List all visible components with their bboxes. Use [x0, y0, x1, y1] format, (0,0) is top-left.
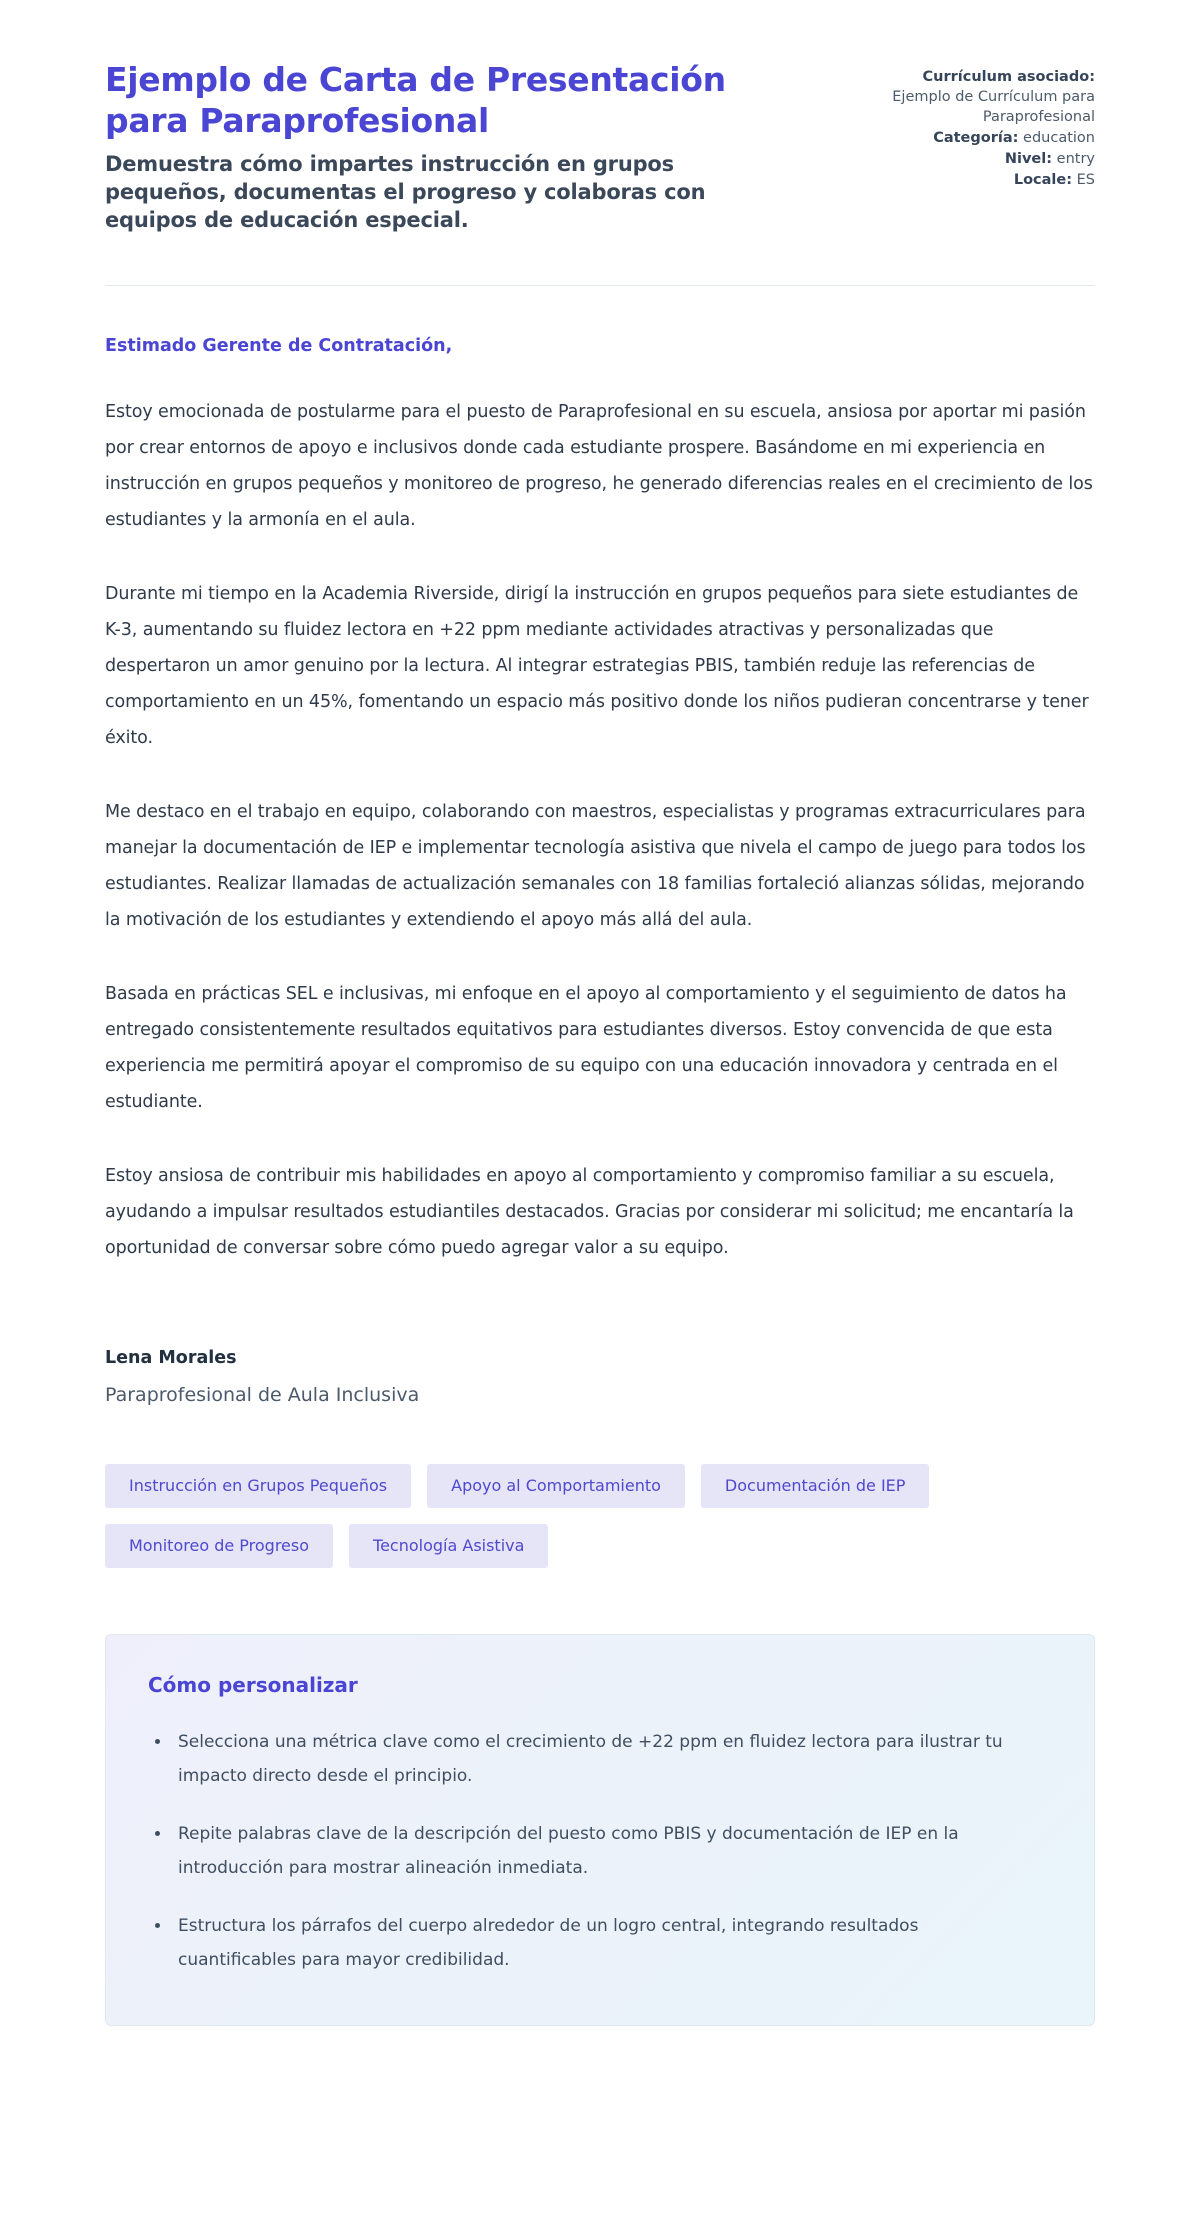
page-title: Ejemplo de Carta de Presentación para Paraprofesional: [105, 60, 726, 140]
customization-tips-box: [105, 1634, 1095, 2026]
header-divider: [105, 285, 1095, 286]
meta-level-value: entry: [1056, 151, 1095, 167]
letter-paragraph: Estoy emocionada de postularme para el puesto de Paraprofesional en su escuela, ansiosa por aportar mi pasión por crear entornos de apoyo e inclusivos donde cada estudiante prospere. Basándome en mi experiencia en instrucción en grupos pequeños y monitoreo de progreso, he generado diferencias reales en el crecimiento de los estudiantes y la armonía en el aula.: [105, 401, 1093, 530]
skill-tag: Instrucción en Grupos Pequeños: [105, 1464, 411, 1508]
meta-category-label: Categoría:: [933, 130, 1019, 146]
skill-tag: Documentación de IEP: [701, 1464, 930, 1508]
skill-tags: [105, 1464, 1095, 1568]
meta-locale-value: ES: [1076, 172, 1095, 188]
meta-locale: [880, 170, 1095, 190]
meta-category-value: education: [1023, 130, 1095, 146]
skill-tag: Apoyo al Comportamiento: [427, 1464, 685, 1508]
cover-letter-body: [105, 336, 1095, 1406]
letter-paragraph: Basada en prácticas SEL e inclusivas, mi enfoque en el apoyo al comportamiento y el seguimiento de datos ha entregado consistentemente resultados equitativos para estudiantes diversos. Estoy convencida de que esta experiencia me permitirá apoyar el compromiso de su equipo con una educación innovadora y centrada en el estudiante.: [105, 983, 1067, 1112]
letter-paragraph: Me destaco en el trabajo en equipo, colaborando con maestros, especialistas y programas extracurriculares para manejar la documentación de IEP e implementar tecnología asistiva que nivela el campo de juego para todos los estudiantes. Realizar llamadas de actualización semanales con 18 familias fortaleció alianzas sólidas, mejorando la motivación de los estudiantes y extendiendo el apoyo más allá del aula.: [105, 801, 1086, 930]
page-subtitle: Demuestra cómo impartes instrucción en grupos pequeños, documentas el progreso y colaboras con equipos de educación especial.: [105, 152, 706, 232]
meta-level: [880, 149, 1095, 169]
curriculum-meta: [880, 60, 1095, 190]
page-container: [105, 0, 1095, 2096]
skill-tag: Monitoreo de Progreso: [105, 1524, 333, 1568]
meta-locale-label: Locale:: [1013, 172, 1073, 188]
letter-paragraph: Estoy ansiosa de contribuir mis habilidades en apoyo al comportamiento y compromiso familiar a su escuela, ayudando a impulsar resultados estudiantiles destacados. Gracias por considerar mi solicitud; me encantaría la oportunidad de conversar sobre cómo puedo agregar valor a su equipo.: [105, 1165, 1074, 1258]
tips-title: Cómo personalizar: [148, 1672, 358, 1697]
meta-category: [880, 128, 1095, 148]
tips-list: [148, 1725, 1052, 1977]
meta-level-label: Nivel:: [1004, 151, 1053, 167]
meta-curriculum-label: Currículum asociado:: [922, 69, 1095, 85]
skill-tag: Tecnología Asistiva: [349, 1524, 548, 1568]
tip-item: • Repite palabras clave de la descripción del puesto como PBIS y documentación de IEP en la introducción para mostrar alineación inmediata.: [172, 1817, 1032, 1885]
tip-item: • Estructura los párrafos del cuerpo alrededor de un logro central, integrando resultados cuantificables para mayor credibilidad.: [172, 1909, 1032, 1977]
letter-paragraph: Durante mi tiempo en la Academia Riverside, dirigí la instrucción en grupos pequeños para siete estudiantes de K-3, aumentando su fluidez lectora en +22 ppm mediante actividades atractivas y personalizadas que despertaron un amor genuino por la lectura. Al integrar estrategias PBIS, también reduje las referencias de comportamiento en un 45%, fomentando un espacio más positivo donde los niños pudieran concentrarse y tener éxito.: [105, 583, 1089, 748]
tip-item: • Selecciona una métrica clave como el crecimiento de +22 ppm en fluidez lectora para ilustrar tu impacto directo desde el principio.: [172, 1725, 1032, 1793]
signature-title: Paraprofesional de Aula Inclusiva: [105, 1383, 420, 1406]
letter-salutation: Estimado Gerente de Contratación,: [105, 335, 453, 356]
page-header: [105, 60, 1095, 235]
meta-curriculum: [880, 67, 1095, 127]
title-block: [105, 60, 745, 235]
meta-curriculum-value: Ejemplo de Currículum para Paraprofesional: [892, 89, 1095, 125]
signature-name: Lena Morales: [105, 1347, 237, 1368]
